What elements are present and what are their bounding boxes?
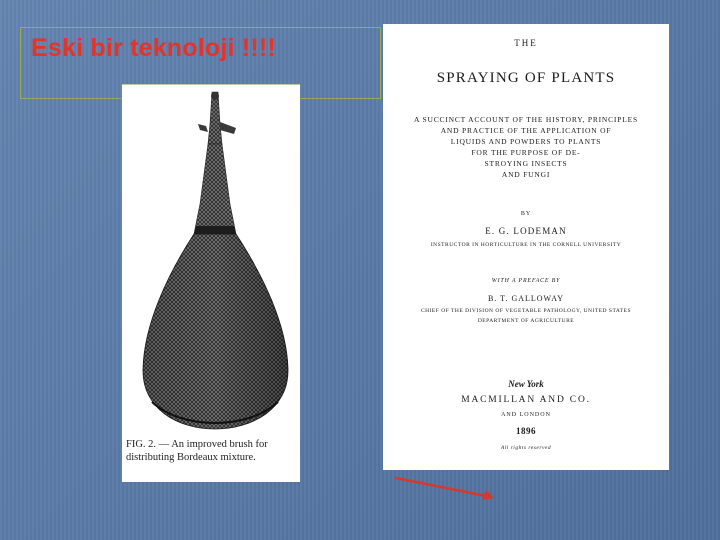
slide-title: Eski bir teknoloji !!!! — [31, 34, 276, 62]
book-preface: WITH A PREFACE BY — [491, 278, 561, 284]
book-preface-role-line: DEPARTMENT OF AGRICULTURE — [477, 318, 575, 324]
book-subtitle-line: AND FUNGI — [501, 170, 551, 179]
book-main-title: SPRAYING OF PLANTS — [436, 70, 616, 86]
book-rights: All rights reserved — [500, 445, 552, 451]
book-london: AND LONDON — [501, 412, 551, 418]
arrow-icon — [390, 470, 500, 504]
book-the: THE — [514, 38, 538, 48]
book-year: 1896 — [516, 426, 536, 436]
book-subtitle-line: FOR THE PURPOSE OF DE- — [471, 148, 581, 157]
figure-caption: FIG. 2. — An improved brush for distributing Bordeaux mixture. — [126, 439, 268, 463]
brush-illustration — [122, 84, 300, 434]
book-subtitle-line: AND PRACTICE OF THE APPLICATION OF — [440, 126, 612, 135]
book-preface-author: B. T. GALLOWAY — [487, 294, 565, 303]
book-title-page — [383, 24, 669, 470]
book-author-role: INSTRUCTOR IN HORTICULTURE IN THE CORNELL UNIVERSITY — [430, 242, 622, 248]
book-subtitle-line: STROYING INSECTS — [484, 159, 568, 168]
book-preface-role-line: CHIEF OF THE DIVISION OF VEGETABLE PATHOLOGY, UNITED STATES — [420, 308, 632, 314]
book-city: New York — [508, 379, 544, 389]
book-subtitle-line: LIQUIDS AND POWDERS TO PLANTS — [450, 137, 602, 146]
book-by: BY — [520, 211, 532, 217]
book-author: E. G. LODEMAN — [485, 226, 567, 236]
brush-figure — [122, 84, 300, 482]
book-publisher: MACMILLAN AND CO. — [461, 395, 591, 405]
book-subtitle-line: A SUCCINCT ACCOUNT OF THE HISTORY, PRINCIPLES — [414, 115, 638, 124]
